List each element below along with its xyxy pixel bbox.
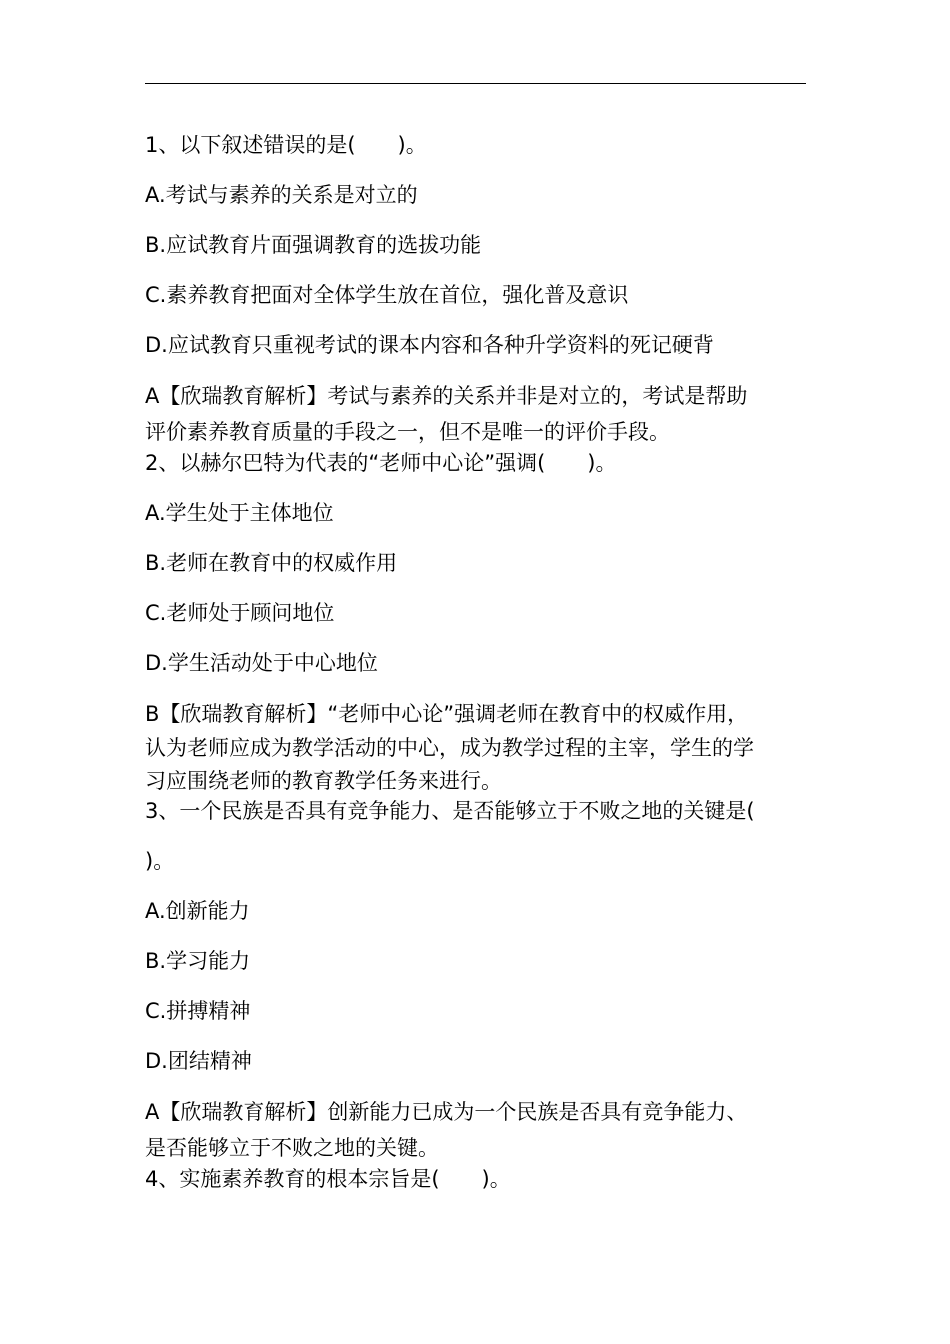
option-d: D.学生活动处于中心地位 [145,651,378,675]
option-d: D.应试教育只重视考试的课本内容和各种升学资料的死记硬背 [145,333,714,357]
question-4 [145,1162,806,1196]
analysis-line: A【欣瑞教育解析】考试与素养的关系并非是对立的，考试是帮助 [145,384,748,408]
analysis-line: B【欣瑞教育解析】“老师中心论”强调老师在教育中的权威作用， [145,702,749,726]
analysis-line: 评价素养教育质量的手段之一，但不是唯一的评价手段。 [145,420,670,444]
question-stem: 2、以赫尔巴特为代表的“老师中心论”强调( )。 [145,451,617,475]
question-list [145,128,806,1212]
question-stem: 4、实施素养教育的根本宗旨是( )。 [145,1167,511,1191]
option-b: B.老师在教育中的权威作用 [145,551,398,575]
option-a: A.学生处于主体地位 [145,501,334,525]
question-stem: 1、以下叙述错误的是( )。 [145,133,427,157]
option-a: A.创新能力 [145,899,250,923]
option-c: C.素养教育把面对全体学生放在首位，强化普及意识 [145,283,629,307]
option-d: D.团结精神 [145,1049,252,1073]
answer-analysis [145,378,806,450]
option-a: A.考试与素养的关系是对立的 [145,183,418,207]
question-2 [145,446,806,798]
option-c: C.老师处于顾问地位 [145,601,335,625]
answer-analysis [145,1094,806,1166]
answer-analysis [145,696,806,798]
option-c: C.拼搏精神 [145,999,251,1023]
option-b: B.应试教育片面强调教育的选拔功能 [145,233,482,257]
question-stem: 3、一个民族是否具有竞争能力、是否能够立于不败之地的关键是( [145,799,755,823]
question-3 [145,794,806,1166]
header-rule [145,83,806,84]
option-b: B.学习能力 [145,949,251,973]
question-stem-continued: )。 [145,849,175,873]
analysis-line: A【欣瑞教育解析】创新能力已成为一个民族是否具有竞争能力、 [145,1100,748,1124]
analysis-line: 是否能够立于不败之地的关键。 [145,1136,439,1160]
question-1 [145,128,806,450]
analysis-line: 认为老师应成为教学活动的中心，成为教学过程的主宰，学生的学 [145,736,754,760]
analysis-line: 习应围绕老师的教育教学任务来进行。 [145,769,502,793]
